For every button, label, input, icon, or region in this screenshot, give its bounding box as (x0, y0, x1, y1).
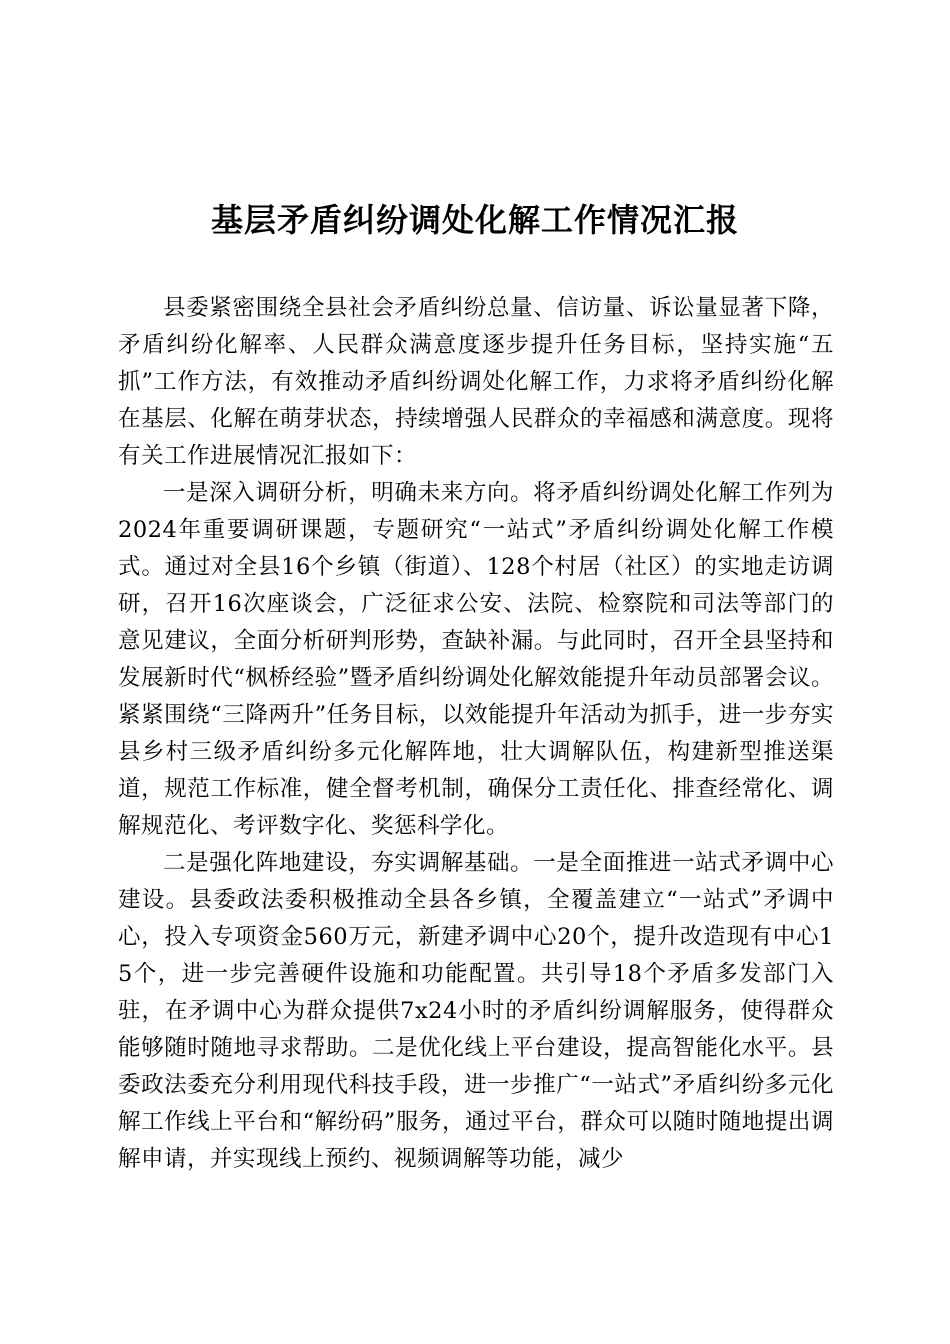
document-title: 基层矛盾纠纷调处化解工作情况汇报 (210, 201, 739, 239)
paragraph-infrastructure: 二是强化阵地建设，夯实调解基础。一是全面推进一站式矛调中心建设。县委政法委积极推动全县各乡镇，全覆盖建立“一站式”矛调中心，投入专项资金560万元，新建矛调中心20个，提升改造现有中心15个，进一步完善硬件设施和功能配置。共引导18个矛盾多发部门入驻，在矛调中心为群众提供7x24小时的矛盾纠纷调解服务，使得群众能够随时随地寻求帮助。二是优化线上平台建设，提高智能化水平。县委政法委充分利用现代科技手段，进一步推广“一站式”矛盾纠纷多元化解工作线上平台和“解纷码”服务，通过平台，群众可以随时随地提出调解申请，并实现线上预约、视频调解等功能，减少 (118, 850, 834, 1172)
document-body (118, 290, 834, 1178)
paragraph-intro: 县委紧密围绕全县社会矛盾纠纷总量、信访量、诉讼量显著下降，矛盾纠纷化解率、人民群众满意度逐步提升任务目标，坚持实施“五抓”工作方法，有效推动矛盾纠纷调处化解工作，力求将矛盾纠纷化解在基层、化解在萌芽状态，持续增强人民群众的幸福感和满意度。现将有关工作进展情况汇报如下： (118, 295, 834, 469)
paragraph-research: 一是深入调研分析，明确未来方向。将矛盾纠纷调处化解工作列为2024年重要调研课题，专题研究“一站式”矛盾纠纷调处化解工作模式。通过对全县16个乡镇（街道）、128个村居（社区）的实地走访调研，召开16次座谈会，广泛征求公安、法院、检察院和司法等部门的意见建议，全面分析研判形势，查缺补漏。与此同时，召开全县坚持和发展新时代“枫桥经验”暨矛盾纠纷调处化解效能提升年动员部署会议。紧紧围绕“三降两升”任务目标，以效能提升年活动为抓手，进一步夯实县乡村三级矛盾纠纷多元化解阵地，壮大调解队伍，构建新型推送渠道，规范工作标准，健全督考机制，确保分工责任化、排查经常化、调解规范化、考评数字化、奖惩科学化。 (118, 480, 834, 839)
